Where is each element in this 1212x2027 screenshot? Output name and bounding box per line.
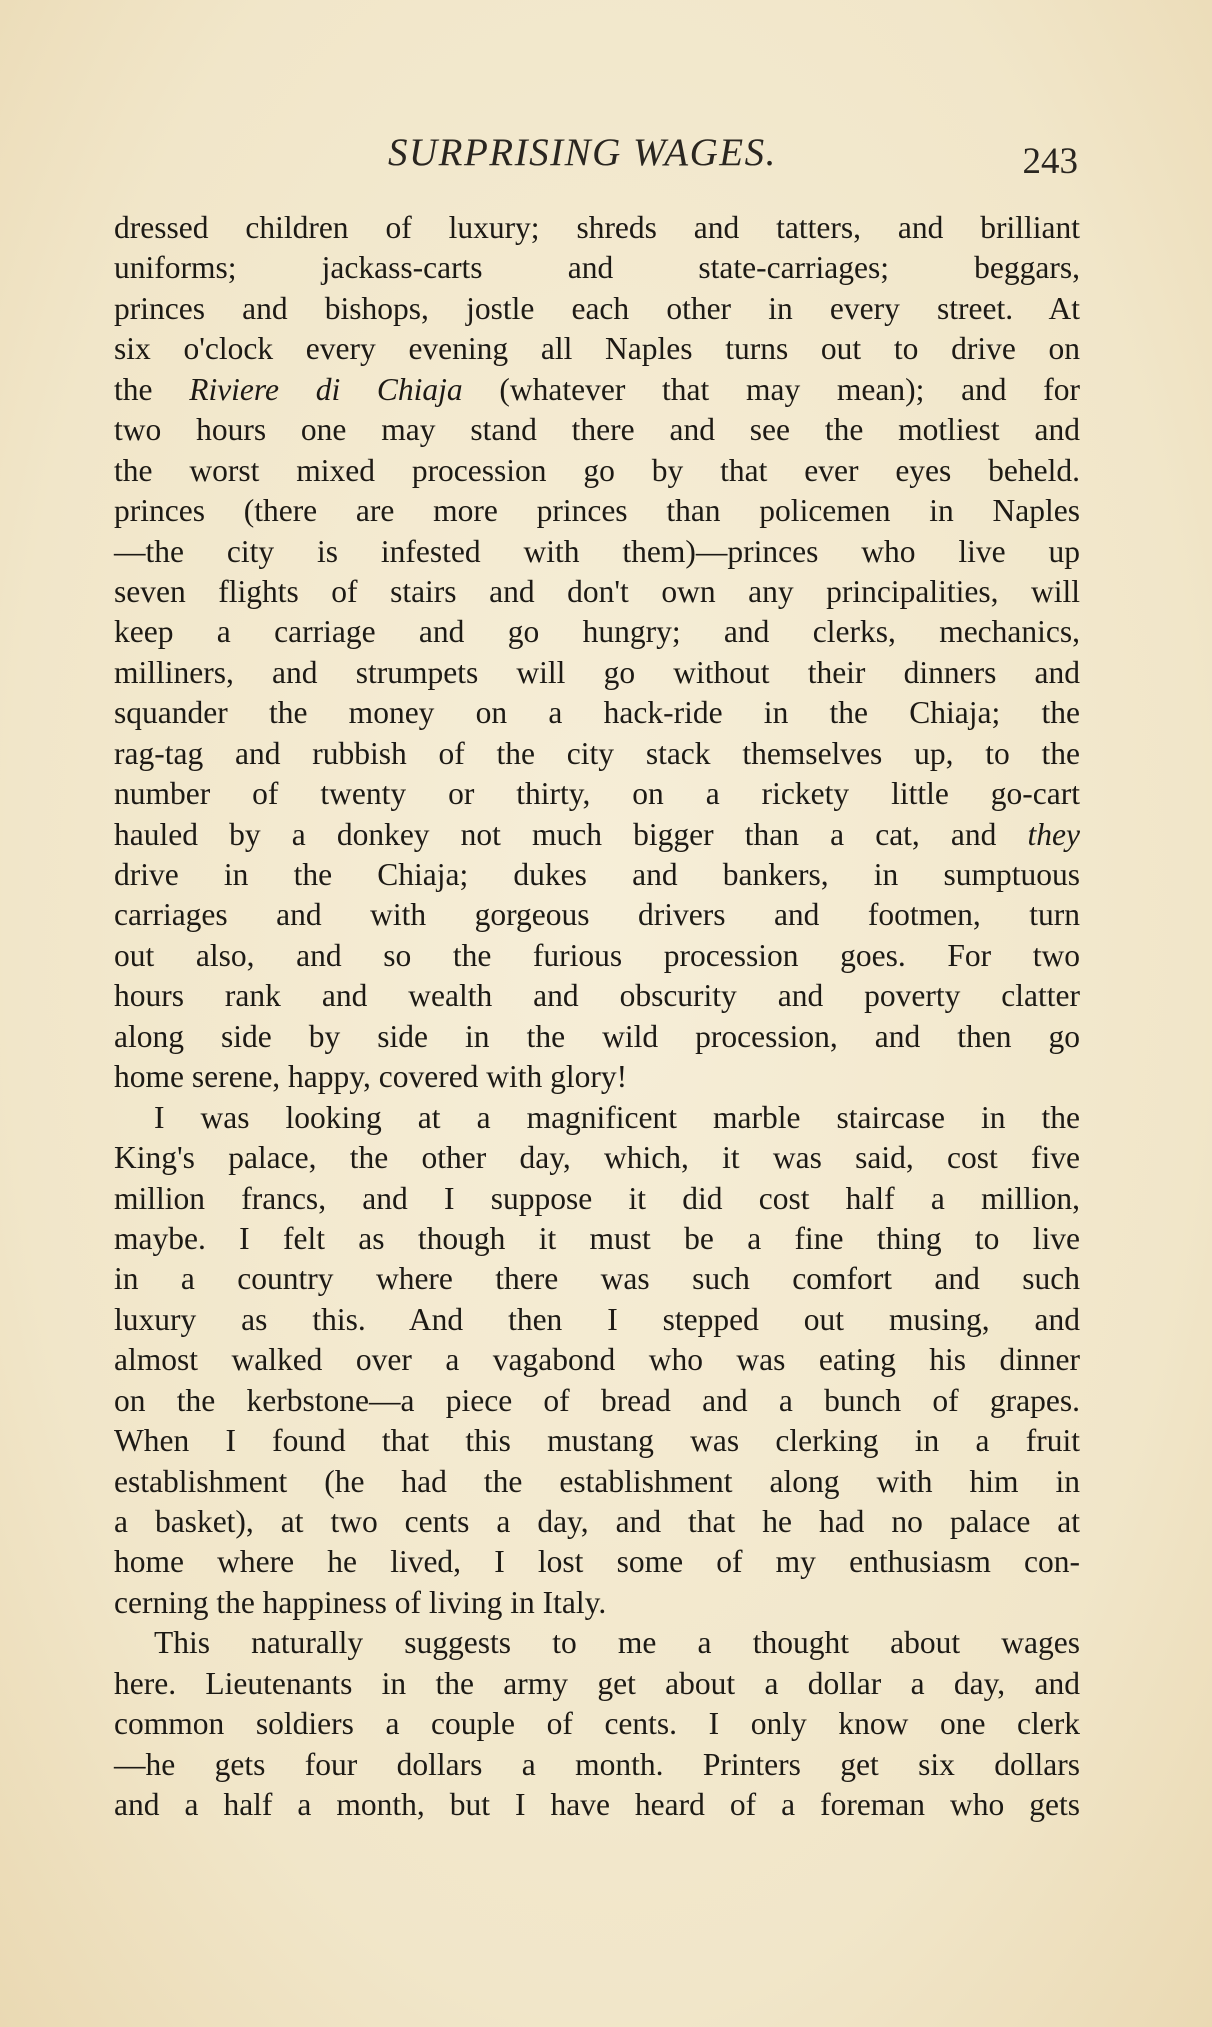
text-line: two hours one may stand there and see the motliest and [114,412,1080,448]
text-line: —he gets four dollars a month. Printers get six dollars [114,1746,1080,1782]
text-line: in a country where there was such comfort and such [114,1261,1080,1297]
text-line [114,815,1080,855]
text-line: luxury as this. And then I stepped out musing, and [114,1301,1080,1337]
text-line: milliners, and strumpets will go without their dinners and [114,654,1080,690]
text-line: carriages and with gorgeous drivers and footmen, turn [114,897,1080,933]
text-line: When I found that this mustang was clerking in a fruit [114,1423,1080,1459]
page-header [118,130,1078,180]
text-line: hours rank and wealth and obscurity and poverty clatter [114,978,1080,1014]
text-line: maybe. I felt as though it must be a fine thing to live [114,1220,1080,1256]
italic-phrase: Riviere di Chiaja [189,371,463,407]
text-line: This naturally suggests to me a thought about wages [154,1625,1080,1661]
body-text [114,208,1080,1826]
text-line: on the kerbstone—a piece of bread and a bunch of grapes. [114,1382,1080,1418]
text-line: drive in the Chiaja; dukes and bankers, in sumptuous [114,857,1080,892]
text-line: here. Lieutenants in the army get about a dollar a day, and [114,1665,1080,1701]
text-line: keep a carriage and go hungry; and clerks, mechanics, [114,614,1080,650]
text-line: number of twenty or thirty, on a rickety little go-cart [114,776,1080,812]
text-line: establishment (he had the establishment along with him in [114,1463,1080,1499]
running-head: SURPRISING WAGES. [388,131,777,174]
text-line: along side by side in the wild procession, and then go [114,1018,1080,1054]
text-line: rag-tag and rubbish of the city stack themselves up, to the [114,735,1080,771]
text-line: King's palace, the other day, which, it was said, cost five [114,1140,1080,1176]
text-line [114,370,1080,410]
text-line: six o'clock every evening all Naples turns out to drive on [114,331,1080,367]
text-line: uniforms; jackass-carts and state-carriages; beggars, [114,250,1080,286]
text-line: princes and bishops, jostle each other in every street. At [114,290,1080,326]
text-line: squander the money on a hack-ride in the Chiaja; the [114,695,1080,731]
text-line: million francs, and I suppose it did cost half a million, [114,1180,1080,1216]
text-line: home serene, happy, covered with glory! [114,1059,628,1095]
italic-phrase: they [1027,816,1080,852]
text-line-segment: the [114,371,190,407]
text-line: a basket), at two cents a day, and that he had no palace at [114,1504,1080,1539]
text-line: and a half a month, but I have heard of a foreman who gets [114,1787,1080,1823]
text-line: home where he lived, I lost some of my enthusiasm con- [114,1544,1080,1580]
text-line: cerning the happiness of living in Italy. [114,1584,607,1620]
text-line: out also, and so the furious procession goes. For two [114,937,1080,973]
text-line-segment: (whatever that may mean); and for [462,371,1080,407]
text-line: I was looking at a magnificent marble staircase in the [154,1099,1080,1135]
text-line: seven flights of stairs and don't own any principalities, will [114,573,1080,609]
text-line: dressed children of luxury; shreds and tatters, and brilliant [114,210,1080,245]
page-number: 243 [1022,141,1078,182]
text-line: almost walked over a vagabond who was eating his dinner [114,1342,1080,1378]
text-line: —the city is infested with them)—princes who live up [114,533,1080,569]
text-line: princes (there are more princes than policemen in Naples [114,493,1080,529]
text-line-segment: hauled by a donkey not much bigger than a cat, and [114,816,1028,852]
text-line: common soldiers a couple of cents. I only know one clerk [114,1706,1080,1742]
text-line: the worst mixed procession go by that ever eyes beheld. [114,452,1080,488]
